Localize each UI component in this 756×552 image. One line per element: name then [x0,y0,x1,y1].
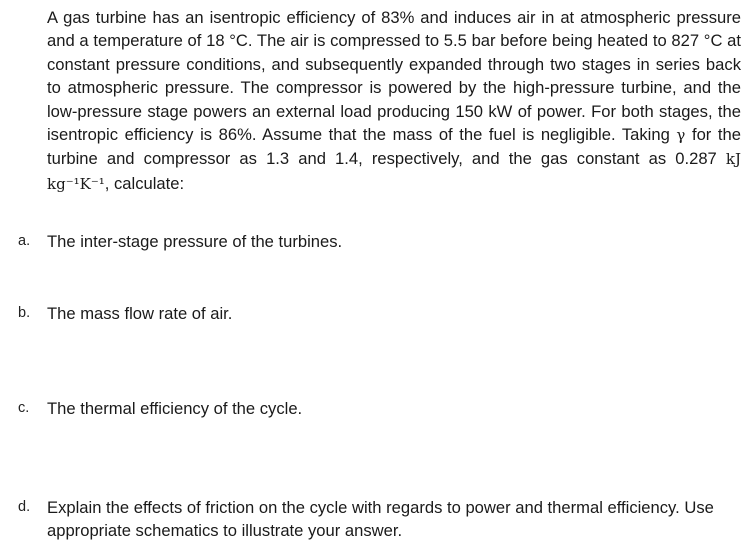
problem-text-part-1: A gas turbine has an isentropic efficiency of 83% and induces air in at atmospheric pressure and a temperature of 18 °C. The air is compressed to 5.5 bar before being heated to 827 °C at constant pressure conditions, and subsequently expanded through two stages in series back to atmospheric pressure. The compressor is powered by the high-pressure turbine, and the low-pressure stage powers an external load producing 150 kW of power. For both stages, the isentropic efficiency is 86%. Assume that the mass of the fuel is negligible. Taking [47,8,741,145]
problem-text-part-2: for the turbine and compressor as 1.3 and 1.4, respectively, and the gas constant as 0.287 [47,125,741,169]
question-b-text: The mass flow rate of air. [47,304,233,323]
question-d-text: Explain the effects of friction on the cycle with regards to power and thermal efficiency. Use appropriate schematics to illustrate your answer. [47,498,714,541]
problem-statement [47,6,741,196]
question-c-label: c. [18,400,30,416]
question-a-text: The inter-stage pressure of the turbines. [47,232,343,251]
question-c-text: The thermal efficiency of the cycle. [47,399,303,418]
gas-constant-units: kJ kg⁻¹K⁻¹ [47,150,741,193]
question-b-label: b. [18,305,31,321]
question-d-label: d. [18,499,31,515]
problem-text-end: , calculate: [104,173,185,193]
gamma-symbol: γ [676,126,686,145]
question-a-label: a. [18,233,31,249]
